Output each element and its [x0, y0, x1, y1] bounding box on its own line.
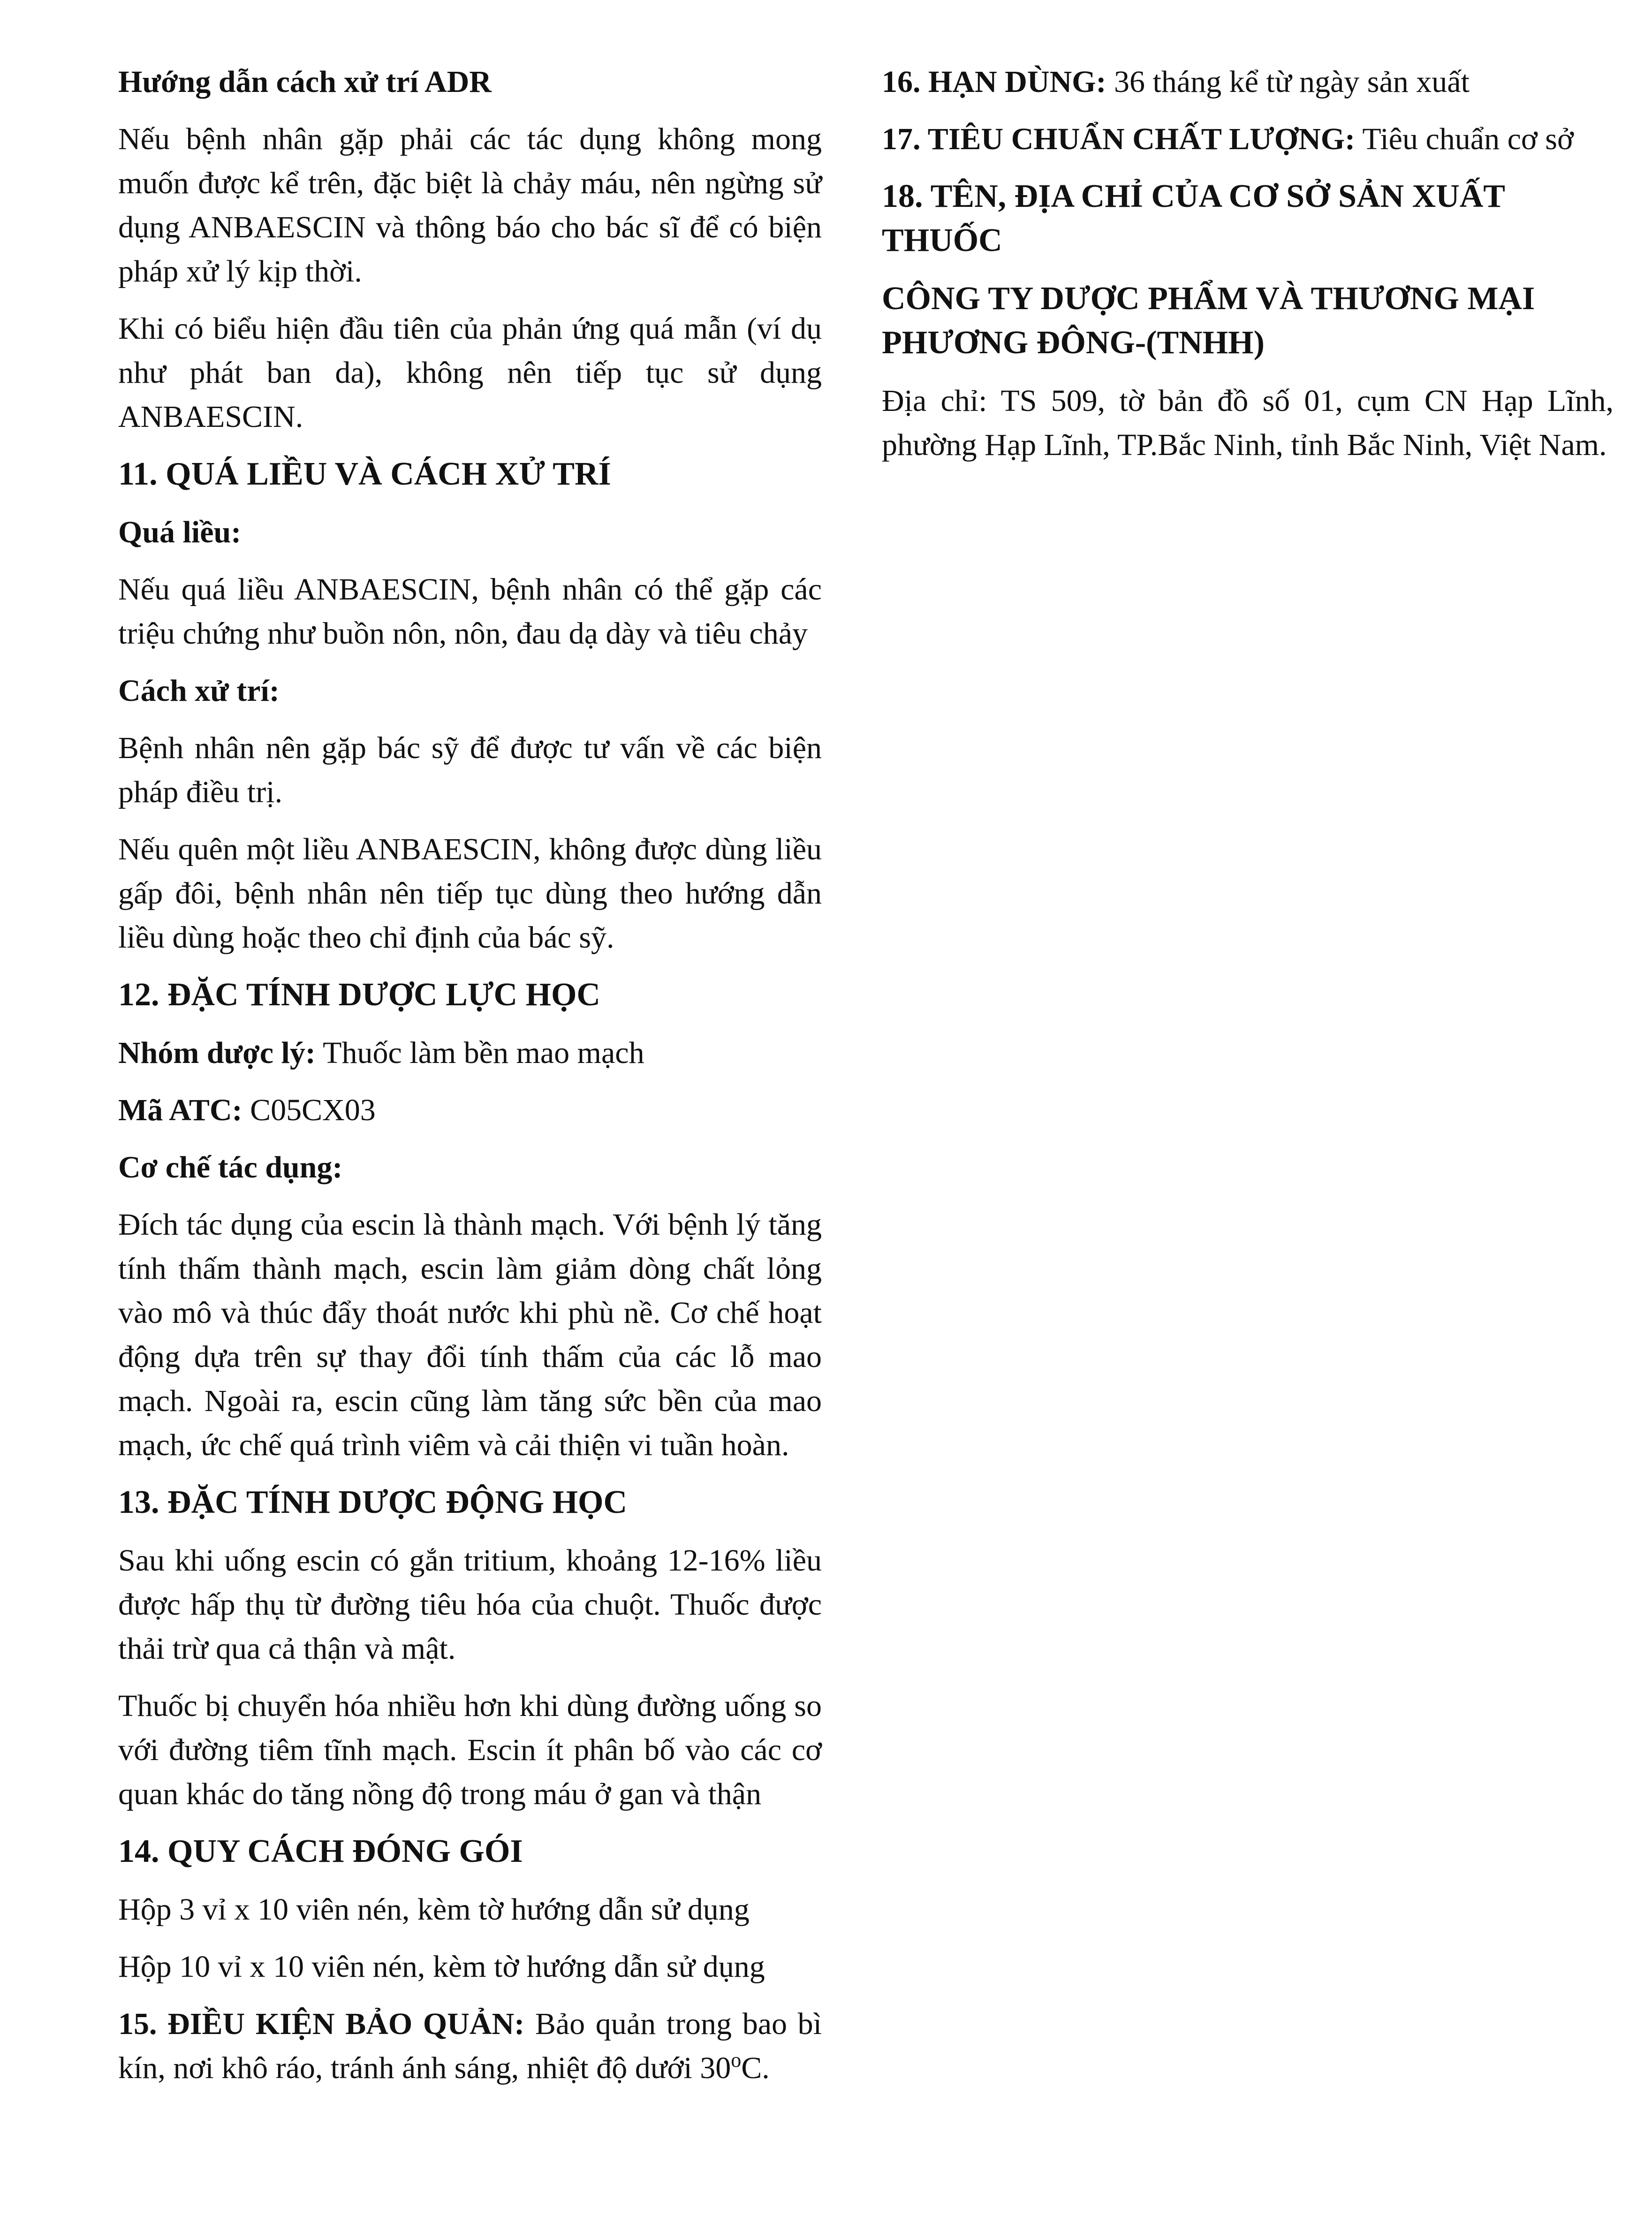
section-17-text: Tiêu chuẩn cơ sở [1355, 122, 1574, 156]
section-11-heading: 11. QUÁ LIỀU VÀ CÁCH XỬ TRÍ [118, 456, 611, 492]
section-16-line [882, 60, 1614, 104]
left-column [118, 60, 822, 2103]
atc-line [118, 1088, 822, 1132]
pharmacokinetics-paragraph-1: Sau khi uống escin có gắn tritium, khoảng 12-16% liều được hấp thụ từ đường tiêu hóa của chuột. Thuốc được thải trừ qua cả thận và mật. [118, 1543, 822, 1666]
section-14-heading: 14. QUY CÁCH ĐÓNG GÓI [118, 1833, 523, 1869]
atc-value: C05CX03 [242, 1093, 376, 1127]
treatment-text: Bệnh nhân nên gặp bác sỹ để được tư vấn về các biện pháp điều trị. [118, 731, 822, 809]
section-16-label: 16. HẠN DÙNG: [882, 65, 1106, 99]
overdose-text: Nếu quá liều ANBAESCIN, bệnh nhân có thể gặp các triệu chứng như buồn nôn, nôn, đau dạ dày và tiêu chảy [118, 572, 822, 651]
missed-dose-text: Nếu quên một liều ANBAESCIN, không được dùng liều gấp đôi, bệnh nhân nên tiếp tục dùng theo hướng dẫn liều dùng hoặc theo chỉ định của bác sỹ. [118, 832, 822, 955]
degree-sup: o [731, 2049, 742, 2072]
section-17-label: 17. TIÊU CHUẨN CHẤT LƯỢNG: [882, 122, 1356, 156]
section-13-heading: 13. ĐẶC TÍNH DƯỢC ĐỘNG HỌC [118, 1484, 628, 1520]
mechanism-label: Cơ chế tác dụng: [118, 1150, 343, 1184]
pack-option-1: Hộp 3 vỉ x 10 viên nén, kèm tờ hướng dẫn sử dụng [118, 1892, 750, 1927]
pharmacokinetics-paragraph-2: Thuốc bị chuyển hóa nhiều hơn khi dùng đường uống so với đường tiêm tĩnh mạch. Escin ít phân bố vào các cơ quan khác do tăng nồng độ trong máu ở gan và thận [118, 1689, 822, 1811]
pharm-group-label: Nhóm dược lý: [118, 1036, 316, 1070]
storage-text-b: C. [741, 2051, 770, 2085]
pack-option-2: Hộp 10 vỉ x 10 viên nén, kèm tờ hướng dẫn sử dụng [118, 1950, 765, 1984]
section-15-label: 15. ĐIỀU KIỆN BẢO QUẢN: [118, 2007, 525, 2041]
adr-paragraph-2: Khi có biểu hiện đầu tiên của phản ứng quá mẫn (ví dụ như phát ban da), không nên tiếp tục sử dụng ANBAESCIN. [118, 311, 822, 434]
overdose-label: Quá liều: [118, 515, 242, 549]
atc-label: Mã ATC: [118, 1093, 242, 1127]
section-18-heading: 18. TÊN, ĐỊA CHỈ CỦA CƠ SỞ SẢN XUẤT THUỐC [882, 178, 1505, 258]
pharm-group-value: Thuốc làm bền mao mạch [315, 1036, 644, 1070]
right-column [882, 60, 1614, 480]
storage-paragraph [118, 2002, 822, 2090]
company-name: CÔNG TY DƯỢC PHẨM VÀ THƯƠNG MẠI PHƯƠNG ĐÔNG-(TNHH) [882, 281, 1535, 361]
treatment-label: Cách xử trí: [118, 674, 280, 708]
section-12-heading: 12. ĐẶC TÍNH DƯỢC LỰC HỌC [118, 977, 600, 1013]
pharm-group-line [118, 1031, 822, 1075]
section-17-paragraph [882, 117, 1614, 161]
company-address: Địa chỉ: TS 509, tờ bản đồ số 01, cụm CN Hạp Lĩnh, phường Hạp Lĩnh, TP.Bắc Ninh, tỉnh Bắc Ninh, Việt Nam. [882, 384, 1614, 462]
adr-heading: Hướng dẫn cách xử trí ADR [118, 65, 492, 99]
adr-paragraph-1: Nếu bệnh nhân gặp phải các tác dụng không mong muốn được kể trên, đặc biệt là chảy máu, nên ngừng sử dụng ANBAESCIN và thông báo cho bác sĩ để có biện pháp xử lý kịp thời. [118, 122, 822, 288]
section-16-text: 36 tháng kể từ ngày sản xuất [1106, 65, 1470, 99]
storage-text-a: Bảo quản trong bao bì kín, nơi khô ráo, tránh ánh sáng, nhiệt độ dưới 30 [118, 2007, 822, 2085]
mechanism-text: Đích tác dụng của escin là thành mạch. Với bệnh lý tăng tính thấm thành mạch, escin làm giảm dòng chất lỏng vào mô và thúc đẩy thoát nước khi phù nề. Cơ chế hoạt động dựa trên sự thay đổi tính thấm của các lỗ mao mạch. Ngoài ra, escin cũng làm tăng sức bền của mao mạch, ức chế quá trình viêm và cải thiện vi tuần hoàn. [118, 1207, 822, 1462]
